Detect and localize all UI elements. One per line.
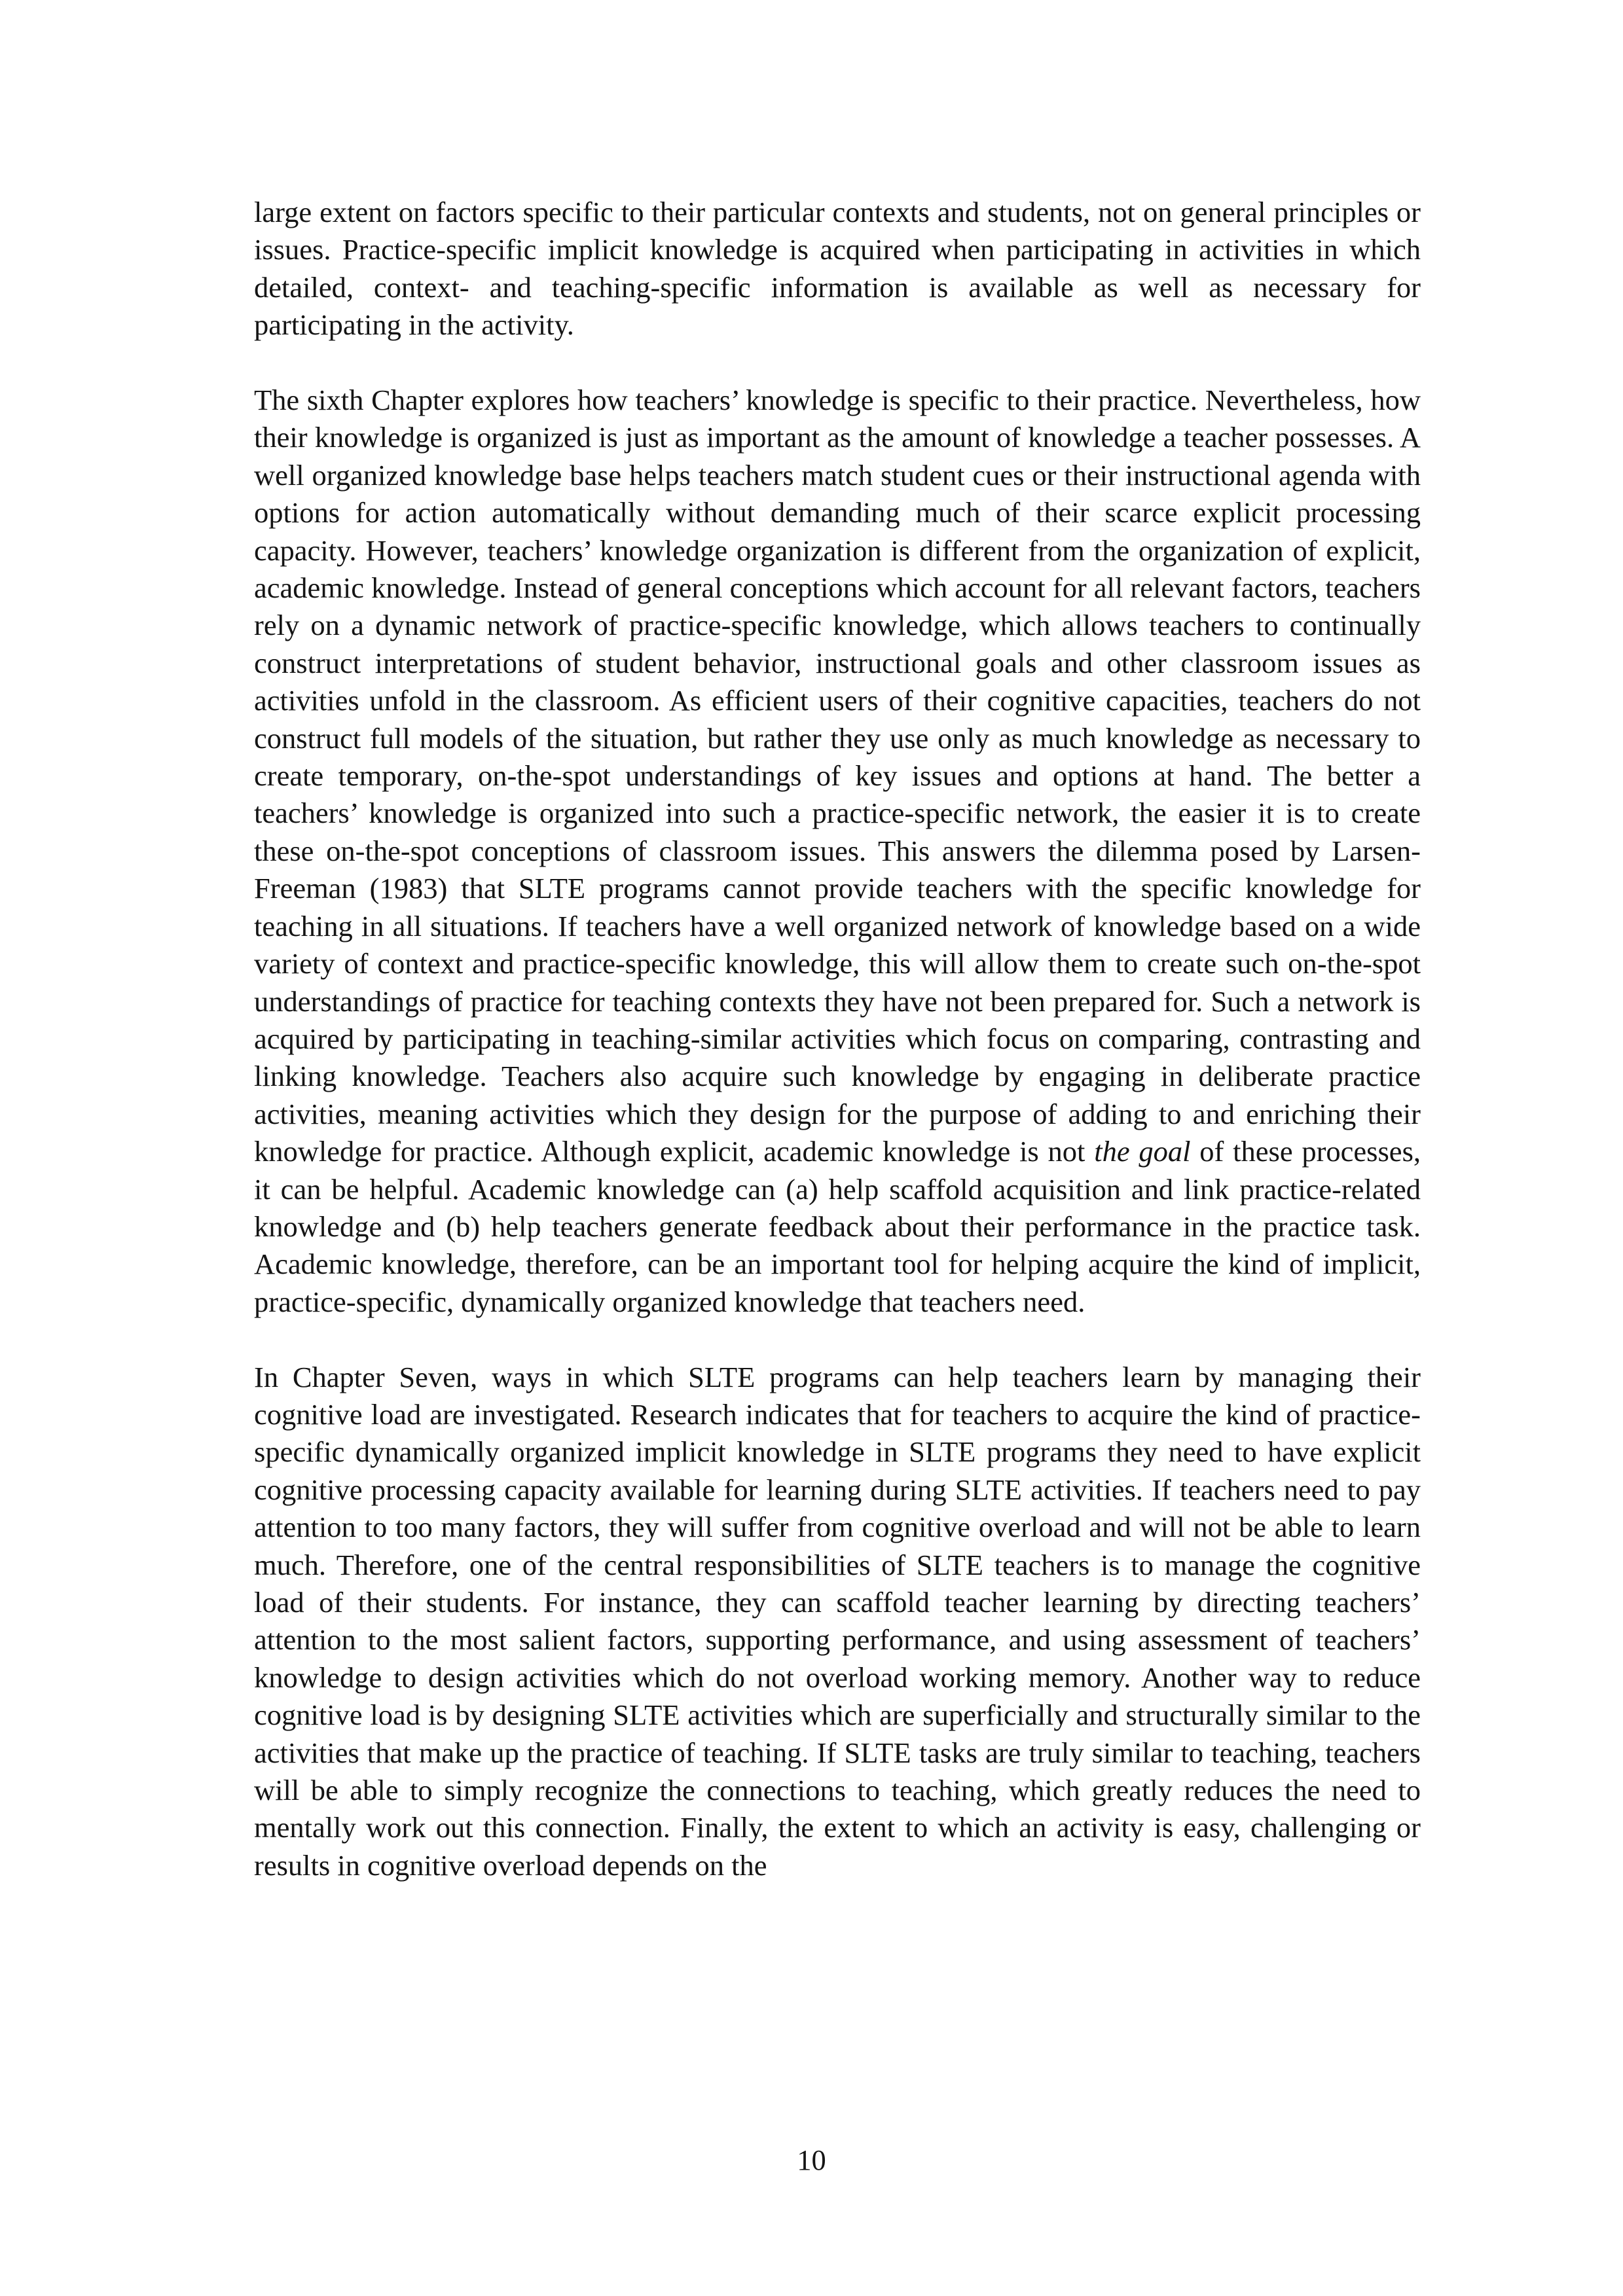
page-number: 10	[797, 2144, 826, 2176]
paragraph-text: The sixth Chapter explores how teachers’ knowledge is specific to their practice. Nevertheless, how their knowledge is organized is just as important as the amount of knowledge a teacher possesses. A well organized knowledge base helps teachers match student cues or their instructional agenda with options for action automatically without demanding much of their scarce explicit processing capacity. However, teachers’ knowledge organization is different from the organization of explicit, academic knowledge. Instead of general conceptions which account for all relevant factors, teachers rely on a dynamic network of practice-specific knowledge, which allows teachers to continually construct interpretations of student behavior, instructional goals and other classroom issues as activities unfold in the classroom. As efficient users of their cognitive capacities, teachers do not construct full models of the situation, but rather they use only as much knowledge as necessary to create temporary, on-the-spot understandings of key issues and options at hand. The better a teachers’ knowledge is organized into such a practice-specific network, the easier it is to create these on-the-spot conceptions of classroom issues. This answers the dilemma posed by Larsen-Freeman (1983) that SLTE programs cannot provide teachers with the specific knowledge for teaching in all situations. If teachers have a well organized network of knowledge based on a wide variety of context and practice-specific knowledge, this will allow them to create such on-the-spot understandings of practice for teaching contexts they have not been prepared for. Such a network is acquired by participating in teaching-similar activities which focus on comparing, contrasting and linking knowledge. Teachers also acquire such knowledge by engaging in deliberate practice activities, meaning activities which they design for the purpose of adding to and enriching their knowledge for practice. Although explicit, academic knowledge is not	[254, 384, 1421, 1168]
paragraph-chapter-seven	[254, 1359, 1421, 1885]
emphasis-the-goal: the goal	[1094, 1135, 1191, 1168]
paragraph-sixth-chapter	[254, 382, 1421, 1321]
paragraph-text: of these processes, it can be helpful. Academic knowledge can (a) help scaffold acquisition and link practice-related knowledge and (b) help teachers generate feedback about their performance in the practice task. Academic knowledge, therefore, can be an important tool for helping acquire the kind of implicit, practice-specific, dynamically organized knowledge that teachers need.	[254, 1135, 1421, 1318]
paragraph-intro-continuation	[254, 194, 1421, 344]
paragraph-text: large extent on factors specific to their particular contexts and students, not on general principles or issues. Practice-specific implicit knowledge is acquired when participating in activities in which detailed, context- and teaching-specific information is available as well as necessary for participating in the activity.	[254, 196, 1421, 342]
body-text	[254, 194, 1421, 1884]
paragraph-text: In Chapter Seven, ways in which SLTE programs can help teachers learn by managing their cognitive load are investigated. Research indicates that for teachers to acquire the kind of practice-specific dynamically organized implicit knowledge in SLTE programs they need to have explicit cognitive processing capacity available for learning during SLTE activities. If teachers need to pay attention to too many factors, they will suffer from cognitive overload and will not be able to learn much. Therefore, one of the central responsibilities of SLTE teachers is to manage the cognitive load of their students. For instance, they can scaffold teacher learning by directing teachers’ attention to the most salient factors, supporting performance, and using assessment of teachers’ knowledge to design activities which do not overload working memory. Another way to reduce cognitive load is by designing SLTE activities which are superficially and structurally similar to the activities that make up the practice of teaching. If SLTE tasks are truly similar to teaching, teachers will be able to simply recognize the connections to teaching, which greatly reduces the need to mentally work out this connection. Finally, the extent to which an activity is easy, challenging or results in cognitive overload depends on the	[254, 1360, 1421, 1882]
